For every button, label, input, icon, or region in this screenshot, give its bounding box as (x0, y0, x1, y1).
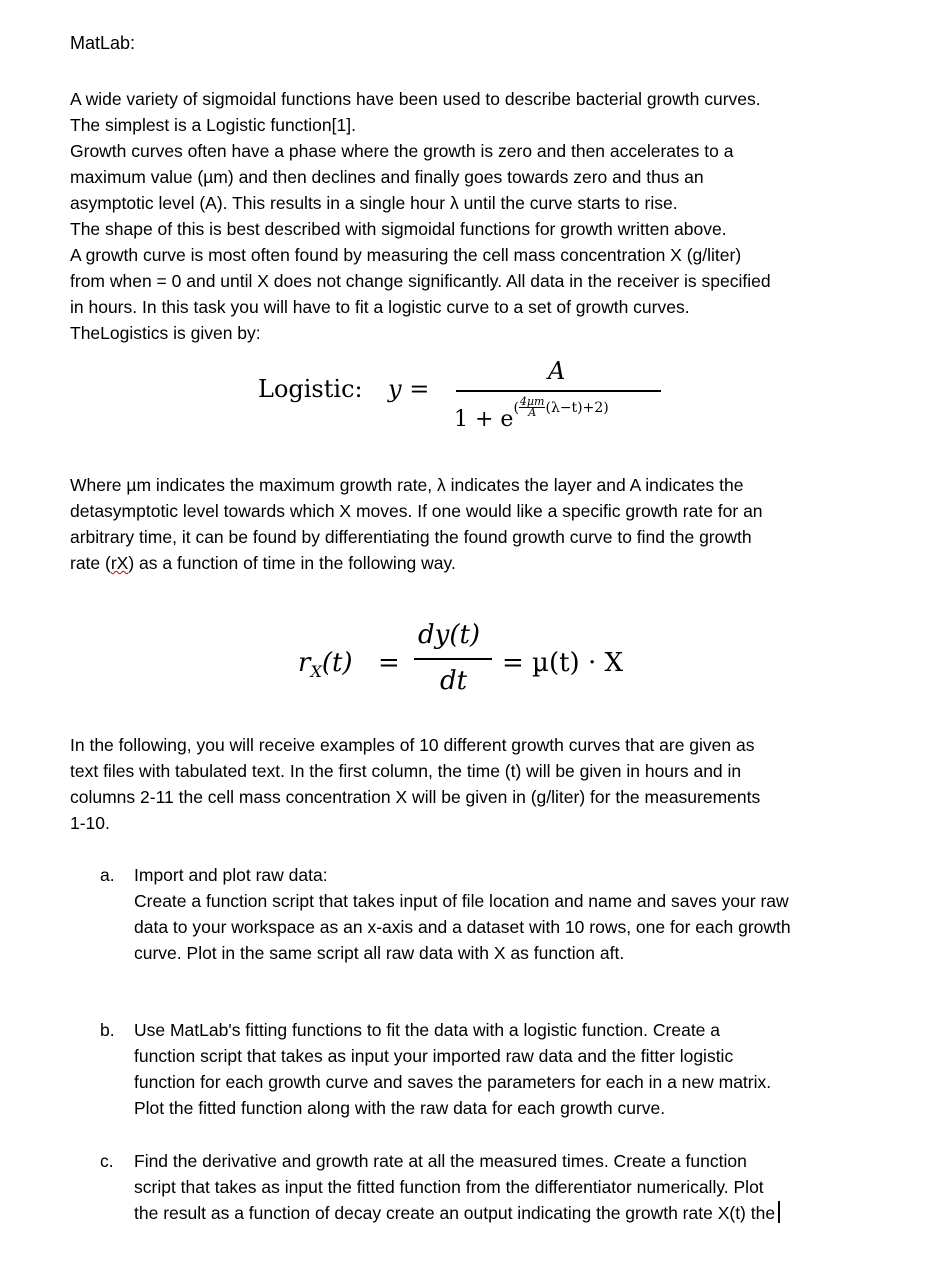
para3-line: columns 2-11 the cell mass concentration X will be given in (g/liter) for the measurements (70, 787, 761, 807)
rate-subscript: X (310, 662, 322, 682)
intro-line: TheLogistics is given by: (70, 323, 261, 343)
equation-denominator (454, 395, 609, 432)
intro-line: The shape of this is best described with sigmoidal functions for growth written above. (70, 219, 727, 239)
exponent-fraction-top: 4µm (519, 395, 545, 408)
derivative-numerator: dy(t) (418, 620, 481, 650)
item-line: Use MatLab's fitting functions to fit the data with a logistic function. Create a (134, 1020, 721, 1040)
para3-line: text files with tabulated text. In the first column, the time (t) will be given in hours and in (70, 761, 742, 781)
para2-last-line (70, 550, 870, 576)
para2-line: arbitrary time, it can be found by differentiating the found growth curve to find the growth (70, 527, 752, 547)
intro-line: in hours. In this task you will have to fit a logistic curve to a set of growth curves. (70, 297, 690, 317)
item-line-text: the result as a function of decay create an output indicating the growth rate X(t) the (134, 1203, 776, 1223)
intro-paragraph (70, 86, 870, 346)
equals-sign: = (378, 648, 400, 678)
item-line: Import and plot raw data: (134, 865, 328, 885)
document-heading: MatLab: (70, 33, 136, 53)
document-body (70, 30, 870, 346)
item-line: script that takes as input the fitted function from the differentiator numerically. Plot (134, 1177, 764, 1197)
intro-line: A wide variety of sigmoidal functions have been used to describe bacterial growth curves. (70, 89, 761, 109)
logistic-equation (258, 355, 678, 435)
intro-line: The simplest is a Logistic function[1]. (70, 115, 356, 135)
item-line: data to your workspace as an x-axis and a dataset with 10 rows, one for each growth (134, 917, 791, 937)
intro-line: from when = 0 and until X does not change significantly. All data in the receiver is specified (70, 271, 771, 291)
item-line: Find the derivative and growth rate at all the measured times. Create a function (134, 1151, 747, 1171)
list-item-text (134, 1148, 874, 1226)
intro-line: asymptotic level (A). This results in a single hour λ until the curve starts to rise. (70, 193, 678, 213)
para3-line: In the following, you will receive examples of 10 different growth curves that are given as (70, 735, 755, 755)
derivative-denominator: dt (440, 666, 468, 696)
item-line: curve. Plot in the same script all raw data with X as function aft. (134, 943, 625, 963)
equation-lhs: y = (388, 375, 430, 403)
intro-line: Growth curves often have a phase where the growth is zero and then accelerates to a (70, 141, 734, 161)
list-marker: b. (100, 1020, 115, 1040)
para2-text: rate ( (70, 553, 111, 573)
spellcheck-flagged-word[interactable]: rX (110, 553, 129, 573)
exponent-rest: (λ−t)+2) (545, 399, 609, 416)
text-cursor (778, 1201, 780, 1223)
exponent (513, 395, 609, 419)
exponent-fraction (519, 397, 546, 418)
list-marker: c. (100, 1151, 114, 1171)
para2-line: Where µm indicates the maximum growth rate, λ indicates the layer and A indicates the (70, 475, 744, 495)
list-marker: a. (100, 865, 115, 885)
fraction-bar (456, 390, 661, 392)
item-line: Plot the fitted function along with the raw data for each growth curve. (134, 1098, 666, 1118)
equation-label: Logistic: (258, 375, 363, 403)
growth-rate-equation (298, 620, 658, 700)
para3-line: 1-10. (70, 813, 110, 833)
intro-line: maximum value (µm) and then declines and finally goes towards zero and thus an (70, 167, 704, 187)
rate-argument: (t) (321, 648, 353, 678)
paragraph-3 (70, 732, 870, 836)
item-line: function for each growth curve and saves the parameters for each in a new matrix. (134, 1072, 772, 1092)
list-item-text (134, 1017, 874, 1121)
list-item-text (134, 862, 874, 966)
intro-line: A growth curve is most often found by measuring the cell mass concentration X (g/liter) (70, 245, 742, 265)
item-line: Create a function script that takes input of file location and name and saves your raw (134, 891, 789, 911)
rate-lhs (298, 648, 353, 681)
para2-line: detasymptotic level towards which X moves. If one would like a specific growth rate for an (70, 501, 763, 521)
equation-numerator: A (548, 357, 566, 385)
rate-symbol: r (298, 648, 311, 678)
item-line: function script that takes as input your imported raw data and the fitter logistic (134, 1046, 734, 1066)
fraction-bar (414, 658, 492, 660)
denominator-base: 1 + e (454, 406, 514, 432)
rate-rhs: = µ(t) · X (502, 648, 623, 678)
paragraph-2 (70, 472, 870, 576)
para2-text: ) as a function of time in the following way. (128, 553, 456, 573)
exponent-open: ( (513, 399, 519, 416)
exponent-fraction-bottom: A (528, 406, 537, 419)
item-line[interactable] (134, 1200, 874, 1226)
